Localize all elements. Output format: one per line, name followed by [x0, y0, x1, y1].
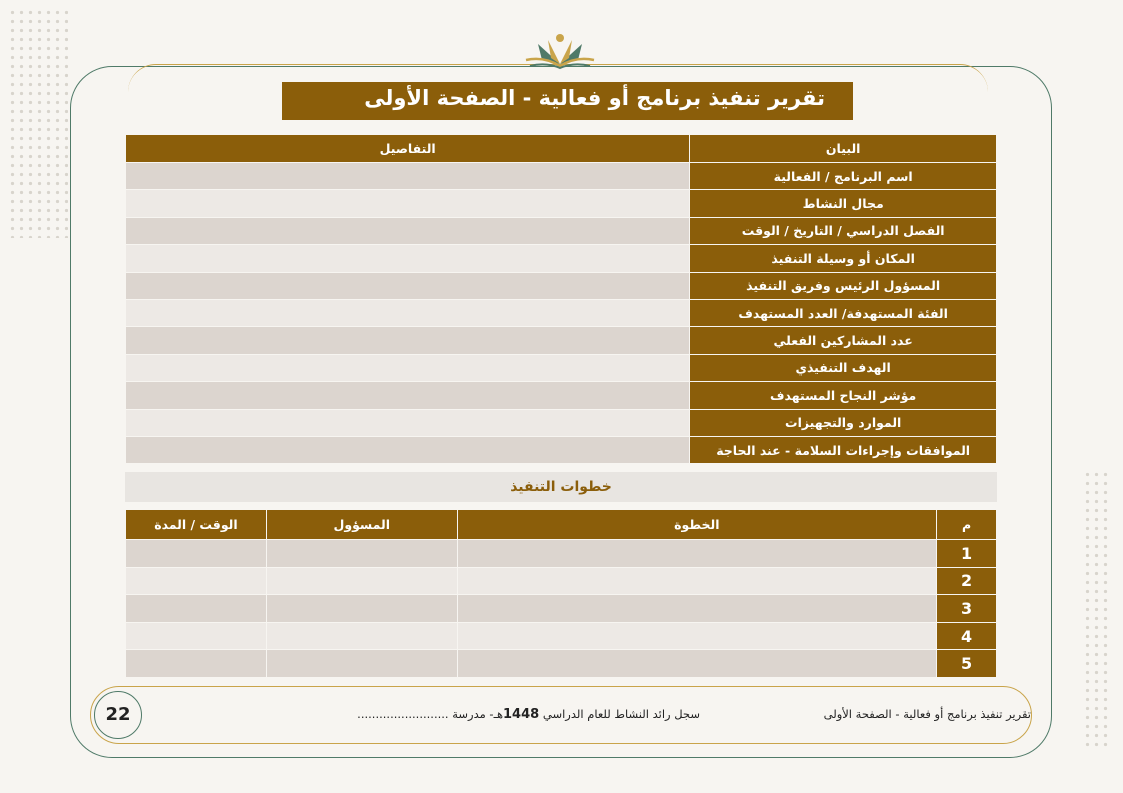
owner-cell[interactable]	[266, 567, 457, 595]
owner-cell[interactable]	[266, 650, 457, 678]
footer-record-text	[330, 707, 700, 722]
detail-cell[interactable]	[126, 382, 690, 409]
table-row	[126, 436, 997, 463]
row-label: مؤشر النجاح المستهدف	[690, 382, 997, 409]
time-cell[interactable]	[126, 650, 267, 678]
step-number: 5	[937, 650, 997, 678]
table-row	[126, 217, 997, 244]
step-number: 4	[937, 622, 997, 650]
time-cell[interactable]	[126, 540, 267, 568]
owner-header: المسؤول	[266, 510, 457, 540]
detail-cell[interactable]	[126, 436, 690, 463]
num-header: م	[937, 510, 997, 540]
row-label: الفئة المستهدفة/ العدد المستهدف	[690, 299, 997, 326]
table-row	[126, 382, 997, 409]
details-header: التفاصيل	[126, 135, 690, 163]
row-label: الفصل الدراسي / التاريخ / الوقت	[690, 217, 997, 244]
table-row	[126, 163, 997, 190]
row-label: الموارد والتجهيزات	[690, 409, 997, 436]
table-row	[126, 245, 997, 272]
footer-title: تقرير تنفيذ برنامج أو فعالية - الصفحة الأولى	[823, 707, 1031, 721]
owner-cell[interactable]	[266, 540, 457, 568]
table-row	[126, 595, 997, 623]
step-number: 2	[937, 567, 997, 595]
step-number: 1	[937, 540, 997, 568]
row-label: مجال النشاط	[690, 190, 997, 217]
detail-cell[interactable]	[126, 272, 690, 299]
table-row	[126, 190, 997, 217]
detail-cell[interactable]	[126, 163, 690, 190]
row-label: المسؤول الرئيس وفريق التنفيذ	[690, 272, 997, 299]
time-header: الوقت / المدة	[126, 510, 267, 540]
page-title-banner	[276, 82, 853, 120]
table-row	[126, 354, 997, 381]
decorative-dots	[8, 8, 68, 238]
time-cell[interactable]	[126, 595, 267, 623]
page-number: 22	[94, 691, 142, 739]
table-row	[126, 327, 997, 354]
table-row	[126, 299, 997, 326]
step-cell[interactable]	[457, 622, 936, 650]
table-row	[126, 650, 997, 678]
open-book-logo-icon	[518, 30, 602, 70]
row-label: الموافقات وإجراءات السلامة - عند الحاجة	[690, 436, 997, 463]
footer-prefix: سجل رائد النشاط للعام الدراسي	[542, 707, 700, 721]
info-table	[125, 134, 997, 464]
detail-cell[interactable]	[126, 245, 690, 272]
table-row	[126, 409, 997, 436]
step-cell[interactable]	[457, 650, 936, 678]
detail-cell[interactable]	[126, 354, 690, 381]
step-cell[interactable]	[457, 595, 936, 623]
detail-cell[interactable]	[126, 409, 690, 436]
table-row	[126, 272, 997, 299]
row-label: اسم البرنامج / الفعالية	[690, 163, 997, 190]
detail-cell[interactable]	[126, 299, 690, 326]
step-header: الخطوة	[457, 510, 936, 540]
table-row	[126, 567, 997, 595]
steps-section-title: خطوات التنفيذ	[125, 472, 997, 502]
step-cell[interactable]	[457, 567, 936, 595]
row-label: الهدف التنفيذي	[690, 354, 997, 381]
step-cell[interactable]	[457, 540, 936, 568]
detail-cell[interactable]	[126, 327, 690, 354]
owner-cell[interactable]	[266, 595, 457, 623]
table-row	[126, 622, 997, 650]
decorative-dots-right	[1083, 470, 1111, 750]
table-row	[126, 540, 997, 568]
row-label: المكان أو وسيلة التنفيذ	[690, 245, 997, 272]
time-cell[interactable]	[126, 567, 267, 595]
footer-suffix: هـ- مدرسة .........................	[357, 707, 504, 721]
step-number: 3	[937, 595, 997, 623]
label-header: البيان	[690, 135, 997, 163]
detail-cell[interactable]	[126, 217, 690, 244]
time-cell[interactable]	[126, 622, 267, 650]
page-title: تقرير تنفيذ برنامج أو فعالية - الصفحة الأولى	[364, 86, 825, 110]
owner-cell[interactable]	[266, 622, 457, 650]
steps-table	[125, 509, 997, 678]
footer-year: 1448	[503, 707, 540, 722]
detail-cell[interactable]	[126, 190, 690, 217]
row-label: عدد المشاركين الفعلي	[690, 327, 997, 354]
